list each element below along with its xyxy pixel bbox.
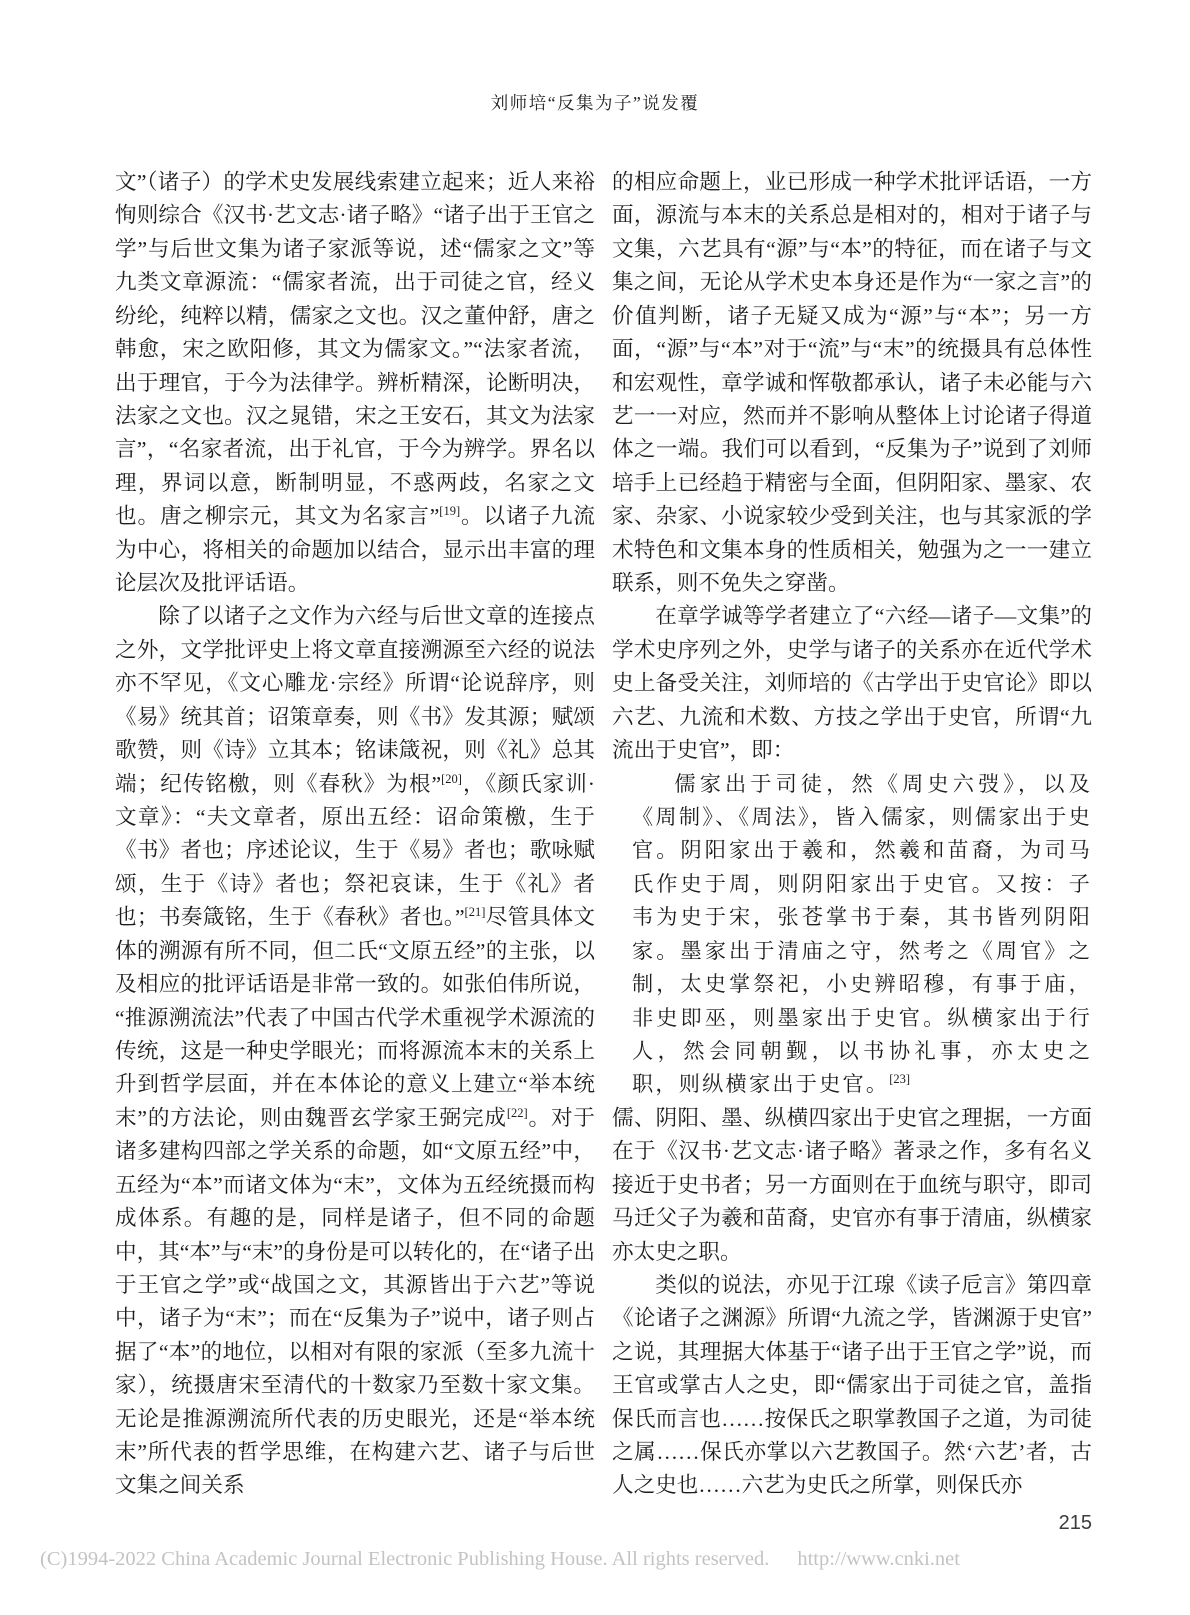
footnote-ref: [23] — [889, 1072, 911, 1087]
body-paragraph: 的相应命题上，业已形成一种学术批评话语，一方面，源流与本末的关系总是相对的，相对于诸子与文集，六艺具有“源”与“本”的特征，而在诸子与文集之间，无论从学术史本身还是作为“一家之言”的价值判断，诸子无疑又成为“源”与“本”；另一方面，“源”与“本”对于“流”与“末”的统摄具有总体性和宏观性，章学诚和恽敬都承认，诸子未必能与六艺一一对应，然而并不影响从整体上讨论诸子得道体之一端。我们可以看到，“反集为子”说到了刘师培手上已经趋于精密与全面，但阴阳家、墨家、农家、杂家、小说家较少受到关注，也与其家派的学术特色和文集本身的性质相关，勉强为之一一建立联系，则不免失之穿凿。 — [612, 170, 1092, 596]
body-paragraph: 类似的说法，亦见于江瑔《读子卮言》第四章《论诸子之渊源》所谓“九流之学，皆渊源于史官”之说，其理据大体基于“诸子出于王官之学”说，而王官或掌古人之史，即“儒家出于司徒之官，盖指保氏而言也……按保氏之职掌教国子之道，为司徒之属……保氏亦掌以六艺教国子。然‘六艺’者，古人之史也……六艺为史氏之所掌，则保氏亦 — [612, 1272, 1092, 1498]
body-paragraph: 除了以诸子之文作为六经与后世文章的连接点之外，文学批评史上将文章直接溯源至六经的说法亦不罕见，《文心雕龙·宗经》所谓“论说辞序，则《易》统其首；诏策章奏，则《书》发其源；赋颂歌赞，则《诗》立其本；铭诔箴祝，则《礼》总其端；纪传铭檄，则《春秋》为根”[20]，《颜氏家训·文章》：“夫文章者，原出五经：诏命策檄，生于《书》者也；序述论议，生于《易》者也；歌咏赋颂，生于《诗》者也；祭祀哀诔，生于《礼》者也；书奏箴铭，生于《春秋》者也。”[21]尽管具体文体的溯源有所不同，但二氏“文原五经”的主张，以及相应的批评话语是非常一致的。如张伯伟所说，“推源溯流法”代表了中国古代学术重视学术源流的传统，这是一种史学眼光；而将源流本末的关系上升到哲学层面，并在本体论的意义上建立“举本统末”的方法论，则由魏晋玄学家王弼完成[22]。对于诸多建构四部之学关系的命题，如“文原五经”中，五经为“本”而诸文体为“末”，文体为五经统摄而构成体系。有趣的是，同样是诸子，但不同的命题中，其“本”与“末”的身份是可以转化的，在“诸子出于王官之学”或“战国之文，其源皆出于六艺”等说中，诸子为“末”；而在“反集为子”说中，诸子则占据了“本”的地位，以相对有限的家派（至多九流十家），统摄唐宋至清代的十数家乃至数十家文集。无论是推源溯流所代表的历史眼光，还是“举本统末”所代表的哲学思维，在构建六艺、诸子与后世文集之间关系 — [115, 604, 595, 1498]
footnote-ref: [22] — [506, 1105, 528, 1120]
copyright-watermark — [40, 1548, 1160, 1571]
copyright-text: (C)1994-2022 China Academic Journal Electronic Publishing House. All rights reserved. — [40, 1548, 770, 1570]
body-paragraph: 文”（诸子）的学术史发展线索建立起来；近人来裕恂则综合《汉书·艺文志·诸子略》“诸子出于王官之学”与后世文集为诸子家派等说，述“儒家之文”等九类文章源流：“儒家者流，出于司徒之官，经义纷纶，纯粹以精，儒家之文也。汉之董仲舒，唐之韩愈，宋之欧阳修，其文为儒家文。”“法家者流，出于理官，于今为法律学。辨析精深，论断明决，法家之文也。汉之晁错，宋之王安石，其文为法家言”，“名家者流，出于礼官，于今为辨学。界名以理，界词以意，断制明显，不惑两歧，名家之文也。唐之柳宗元，其文为名家言”[19]。以诸子九流为中心，将相关的命题加以结合，显示出丰富的理论层次及批评话语。 — [115, 170, 595, 596]
page-number: 215 — [1058, 1512, 1092, 1534]
cnki-url: http://www.cnki.net — [797, 1548, 960, 1570]
footnote-ref: [19] — [439, 504, 461, 519]
body-paragraph: 儒、阴阳、墨、纵横四家出于史官之理据，一方面在于《汉书·艺文志·诸子略》著录之作，多有名义接近于史书者；另一方面则在于血统与职守，即司马迁父子为羲和苗裔，史官亦有事于清庙，纵横家亦太史之职。 — [612, 1105, 1092, 1264]
block-quote: 儒家出于司徒，然《周史六弢》，以及《周制》、《周法》，皆入儒家，则儒家出于史官。阴阳家出于羲和，然羲和苗裔，为司马氏作史于周，则阴阳家出于史官。又按：子韦为史于宋，张苍掌书于秦，其书皆列阴阳家。墨家出于清庙之守，然考之《周官》之制，太史掌祭祀，小史辨昭穆，有事于庙，非史即巫，则墨家出于史官。纵横家出于行人，然会同朝觐，以书协礼事，亦太史之职，则纵横家出于史官。[23] — [632, 771, 1092, 1097]
footnote-ref: [21] — [464, 905, 486, 920]
body-paragraph: 在章学诚等学者建立了“六经—诸子—文集”的学术史序列之外，史学与诸子的关系亦在近代学术史上备受关注，刘师培的《古学出于史官论》即以六艺、九流和术数、方技之学出于史官，所谓“九流出于史官”，即： — [612, 604, 1092, 763]
footnote-ref: [20] — [441, 771, 462, 786]
left-column — [115, 166, 595, 1503]
right-column — [612, 166, 1092, 1503]
running-title: 刘师培“反集为子”说发覆 — [490, 93, 700, 113]
article-body — [115, 166, 1092, 1503]
